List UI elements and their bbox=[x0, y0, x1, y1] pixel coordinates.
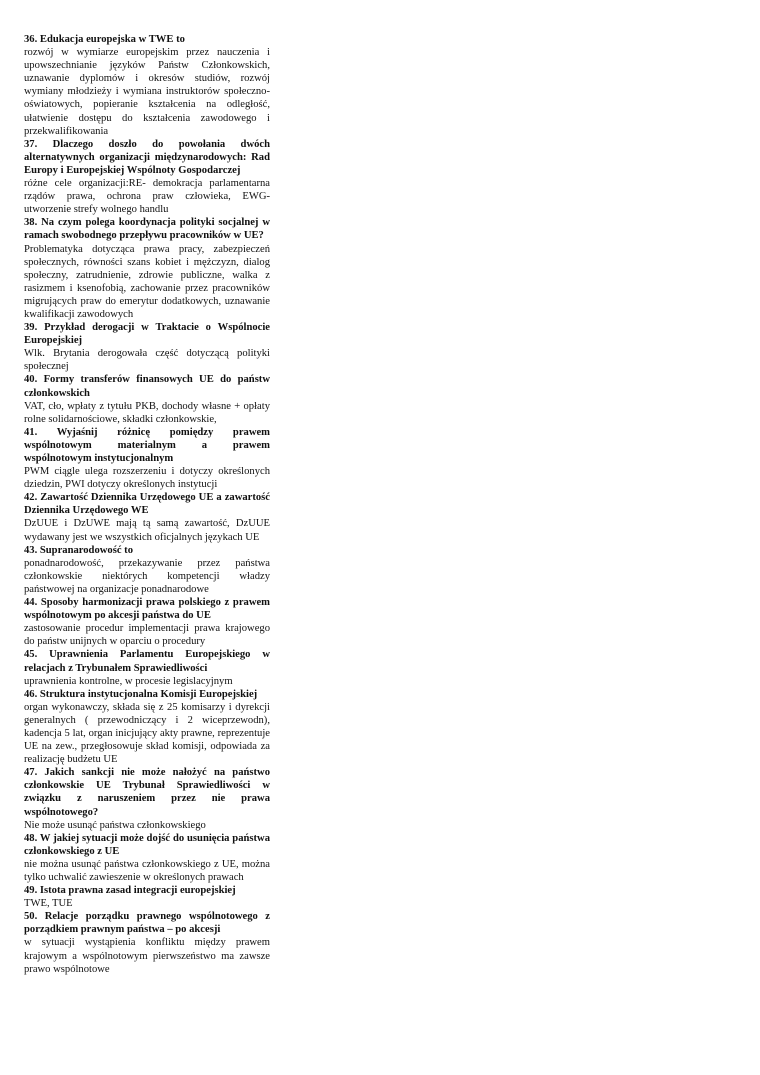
question-heading: 47. Jakich sankcji nie może nałożyć na państwo członkowskie UE Trybunał Sprawiedliwości w związku z naruszeniem przez nie prawa wspólnotowego? bbox=[24, 767, 270, 818]
qa-item bbox=[24, 426, 270, 491]
qa-item bbox=[24, 910, 270, 975]
qa-item bbox=[24, 216, 270, 321]
qa-item bbox=[24, 373, 270, 425]
answer-text: VAT, cło, wpłaty z tytułu PKB, dochody własne + opłaty rolne solidarnościowe, składki członkowskie, bbox=[24, 400, 270, 425]
question-heading: 49. Istota prawna zasad integracji europejskiej bbox=[24, 885, 236, 897]
qa-item bbox=[24, 544, 270, 596]
answer-text: różne cele organizacji:RE- demokracja parlamentarna rządów prawa, ochrona praw człowieka, EWG- utworzenie strefy wolnego handlu bbox=[24, 178, 270, 216]
question-heading: 39. Przykład derogacji w Traktacie o Wspólnocie Europejskiej bbox=[24, 322, 270, 347]
question-heading: 36. Edukacja europejska w TWE to bbox=[24, 34, 185, 45]
answer-text: nie można usunąć państwa członkowskiego z UE, można tylko uchwalić zawieszenie w określonych prawach bbox=[24, 858, 270, 883]
question-heading: 44. Sposoby harmonizacji prawa polskiego z prawem wspólnotowym po akcesji państwa do UE bbox=[24, 597, 270, 622]
question-heading: 37. Dlaczego doszło do powołania dwóch alternatywnych organizacji międzynarodowych: Rad Europy i Europejskiej Wspólnoty Gospodarczej bbox=[24, 138, 270, 176]
answer-text: organ wykonawczy, składa się z 25 komisarzy i dyrekcji generalnych ( przewodniczący i 2 wiceprzewodn), kadencja 5 lat, organ inicjujący akty prawne, reprezentuje UE na zew., przegłosowuje skład komisji, odpowiada za realizację budżetu UE bbox=[24, 701, 270, 766]
question-heading: 50. Relacje porządku prawnego wspólnotowego z porządkiem prawnym państwa – po akcesji bbox=[24, 911, 270, 936]
qa-item bbox=[24, 688, 270, 767]
qa-item bbox=[24, 33, 270, 138]
question-heading: 43. Supranarodowość to bbox=[24, 544, 133, 556]
qa-item bbox=[24, 138, 270, 217]
answer-text: PWM ciągle ulega rozszerzeniu i dotyczy określonych dziedzin, PWI dotyczy określonych instytucji bbox=[24, 466, 270, 491]
answer-text: rozwój w wymiarze europejskim przez nauczenia i upowszechnianie języków Państw Członkowskich, uznawanie dyplomów i okresów studiów, rozwój wymiany młodzieży i wymiana instruktorów społeczno-oświatowych, popieranie kształcenia na odległość, ułatwienie dostępu do kształcenia zawodowego i przekwalifikowania bbox=[24, 47, 270, 137]
question-heading: 48. W jakiej sytuacji może dojść do usunięcia państwa członkowskiego z UE bbox=[24, 832, 270, 857]
qa-item bbox=[24, 884, 270, 910]
question-heading: 45. Uprawnienia Parlamentu Europejskiego w relacjach z Trybunałem Sprawiedliwości bbox=[24, 649, 270, 674]
answer-text: Problematyka dotycząca prawa pracy, zabezpieczeń społecznych, równości szans kobiet i mężczyzn, dialog społeczny, zatrudnienie, zdrowie publiczne, walka z rasizmem i ksenofobią, zachowanie przez pracowników migrujących praw do emerytur dodatkowych, uznawanie kwalifikacji zawodowych bbox=[24, 243, 270, 320]
question-heading: 42. Zawartość Dziennika Urzędowego UE a zawartość Dziennika Urzędowego WE bbox=[24, 492, 270, 517]
question-heading: 40. Formy transferów finansowych UE do państw członkowskich bbox=[24, 374, 270, 399]
question-heading: 38. Na czym polega koordynacja polityki socjalnej w ramach swobodnego przepływu pracowników w UE? bbox=[24, 217, 270, 242]
qa-item bbox=[24, 321, 270, 373]
text-column bbox=[24, 33, 270, 976]
question-heading: 46. Struktura instytucjonalna Komisji Europejskiej bbox=[24, 688, 258, 700]
qa-item bbox=[24, 596, 270, 648]
answer-text: DzUUE i DzUWE mają tą samą zawartość, DzUUE wydawany jest we wszystkich oficjalnych językach UE bbox=[24, 518, 270, 543]
qa-item bbox=[24, 491, 270, 543]
question-heading: 41. Wyjaśnij różnicę pomiędzy prawem wspólnotowym materialnym a prawem wspólnotowym instytucjonalnym bbox=[24, 426, 270, 464]
answer-text: Wlk. Brytania derogowała część dotyczącą polityki społecznej bbox=[24, 348, 270, 373]
answer-text: ponadnarodowość, przekazywanie przez państwa członkowskie niektórych kompetencji władzy państwowej na organizacje ponadnarodowe bbox=[24, 557, 270, 595]
qa-item bbox=[24, 832, 270, 884]
qa-item bbox=[24, 766, 270, 831]
answer-text: Nie może usunąć państwa członkowskiego bbox=[24, 819, 206, 831]
answer-text: w sytuacji wystąpienia konfliktu między prawem krajowym a wspólnotowym pierwszeństwo ma zawsze prawo wspólnotowe bbox=[24, 937, 270, 975]
qa-item bbox=[24, 648, 270, 687]
answer-text: uprawnienia kontrolne, w procesie legislacyjnym bbox=[24, 675, 233, 687]
answer-text: TWE, TUE bbox=[24, 898, 73, 910]
answer-text: zastosowanie procedur implementacji prawa krajowego do państw unijnych w oparciu o procedury bbox=[24, 623, 270, 648]
